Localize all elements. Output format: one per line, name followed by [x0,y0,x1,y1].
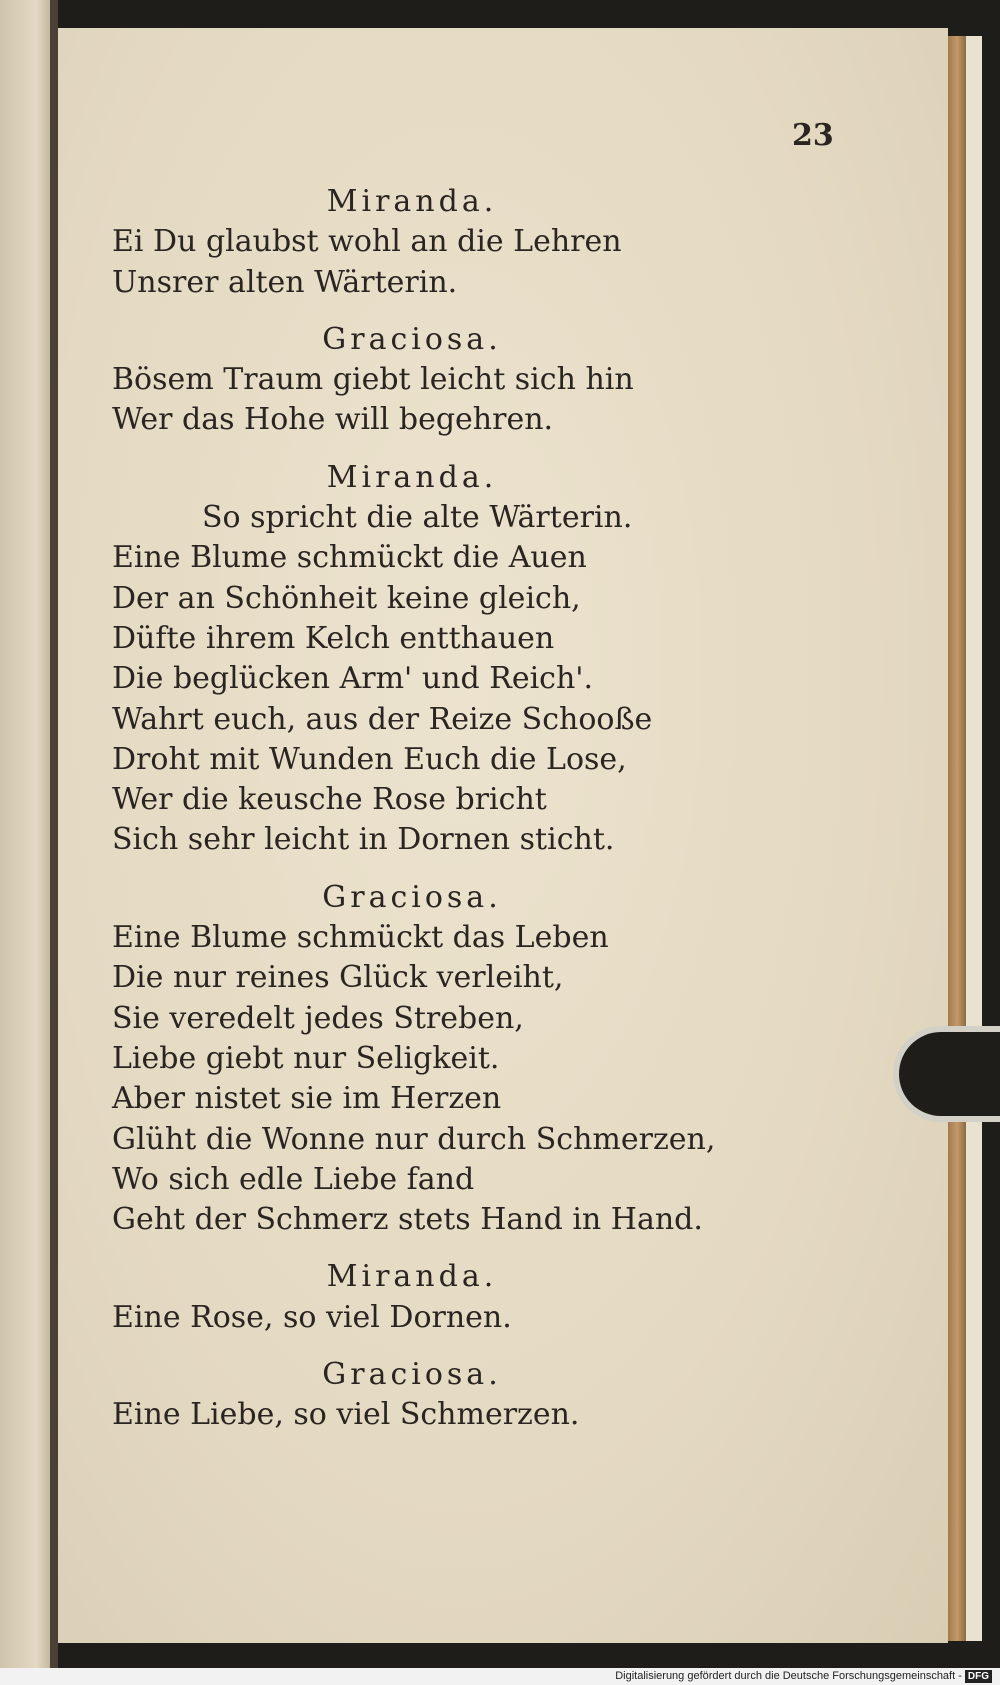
verse-line: Die nur reines Glück verleiht, [112,960,564,996]
verse-line: Unsrer alten Wärterin. [112,264,458,300]
verse-line: Droht mit Wunden Euch die Lose, [112,741,627,777]
verse-line: Wo sich edle Liebe fand [112,1161,475,1197]
page-edge [948,36,966,1641]
verse-line: Düfte ihrem Kelch entthauen [112,620,555,656]
verse-line: Eine Liebe, so viel Schmerzen. [112,1397,580,1433]
verse-line: Wer das Hohe will begehren. [112,402,554,438]
speaker-name: Graciosa. [322,1357,502,1393]
paper-clip [893,1026,1000,1122]
speaker-name: Graciosa. [322,321,502,357]
verse-line: Aber nistet sie im Herzen [112,1081,502,1117]
speaker-name: Miranda. [326,459,498,495]
verse-line: Eine Blume schmückt das Leben [112,920,609,956]
verse-line: Geht der Schmerz stets Hand in Hand. [112,1202,703,1238]
verse-line: Ei Du glaubst wohl an die Lehren [112,224,622,260]
footer-credit [0,1668,1000,1685]
verse-line: Wahrt euch, aus der Reize Schooße [112,701,653,737]
verse-line: So spricht die alte Wärterin. [202,500,633,536]
page-edge-paper [966,36,982,1641]
verse-line: Die beglücken Arm' und Reich'. [112,661,594,697]
verse-line: Sie veredelt jedes Streben, [112,1000,524,1036]
verse-line: Wer die keusche Rose bricht [112,782,547,818]
speaker-name: Miranda. [326,184,498,219]
book-gutter [50,0,58,1668]
left-page-edge [0,0,52,1668]
footer-text: Digitalisierung gefördert durch die Deutsche Forschungsgemeinschaft - [615,1670,962,1682]
verse-line: Bösem Traum giebt leicht sich hin [112,362,634,398]
speaker-name: Graciosa. [322,879,502,915]
verse-line: Eine Rose, so viel Dornen. [112,1299,512,1335]
verse-line: Der an Schönheit keine gleich, [112,580,581,616]
verse-line: Sich sehr leicht in Dornen sticht. [112,822,615,858]
page-number: 23 [792,118,834,153]
speaker-name: Miranda. [326,1259,498,1295]
dfg-logo[interactable]: DFG [965,1670,992,1683]
verse-line: Eine Blume schmückt die Auen [112,540,587,576]
verse-line: Liebe giebt nur Seligkeit. [112,1040,500,1076]
verse-text [112,182,752,1436]
verse-line: Glüht die Wonne nur durch Schmerzen, [112,1121,716,1157]
